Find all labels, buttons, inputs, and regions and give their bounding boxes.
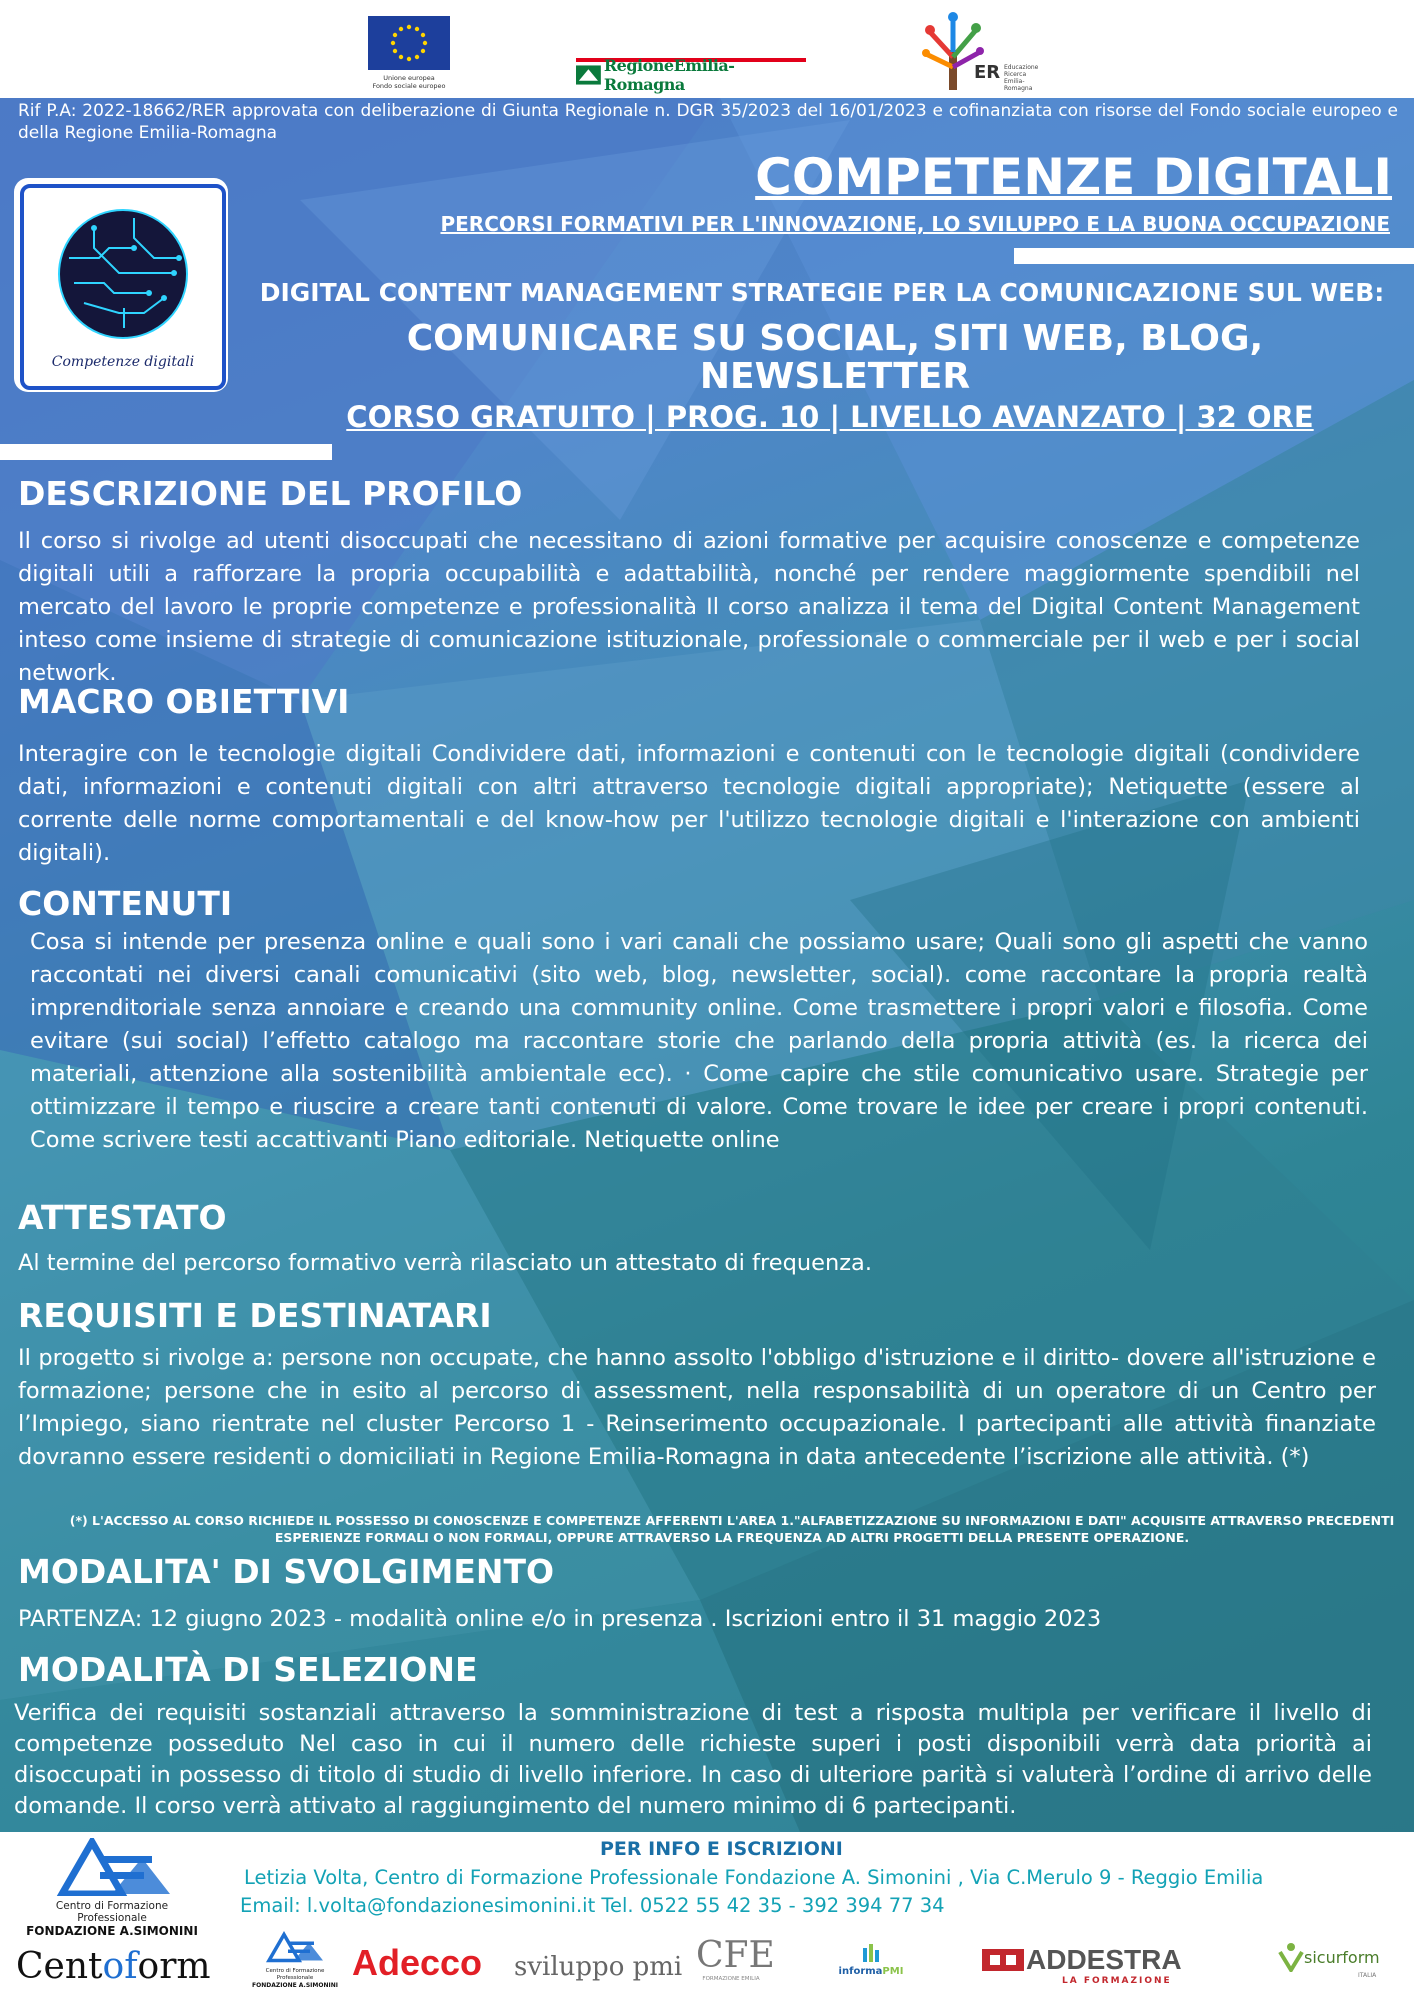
centoform-logo	[16, 1946, 211, 1987]
informa-text: informa	[838, 1966, 883, 1977]
simonini-caption-2: FONDAZIONE A.SIMONINI	[26, 1924, 198, 1938]
simonini-small-caption-1: Centro di Formazione Professionale	[265, 1968, 325, 1981]
addestra-logo	[982, 1944, 1202, 1986]
heading-svolgimento: MODALITA' DI SVOLGIMENTO	[18, 1552, 555, 1591]
addestra-caption: LA FORMAZIONE	[1062, 1976, 1172, 1986]
heading-descrizione: DESCRIZIONE DEL PROFILO	[18, 474, 523, 513]
er-caption-3: Emilia-Romagna	[1004, 78, 1033, 92]
sicurform-logo	[1278, 1942, 1388, 1979]
info-email-line[interactable]: Email: l.volta@fondazionesimonini.it Tel. 0522 55 42 35 - 392 394 77 34	[240, 1894, 945, 1917]
cfe-caption: FORMAZIONE EMILIA	[702, 1976, 760, 1982]
text-selezione: Verifica dei requisiti sostanziali attraverso la somministrazione di test a risposta multipla per verificare il livello di competenze posseduto Nel caso in cui il numero delle richieste superi i posti disponibili verrà data priorità ai disoccupati in possesso di titolo di studio di livello inferiore. In caso di ulteriore parità si valuterà l’ordine di arrivo delle domande. Il corso verrà attivato al raggiungimento del numero minimo di 6 partecipanti.	[14, 1700, 1372, 1819]
centoform-part-2: of	[102, 1946, 138, 1987]
eu-logo	[368, 16, 450, 90]
simonini-small-logo	[250, 1930, 340, 1992]
main-title: COMPETENZE DIGITALI	[755, 148, 1392, 206]
centoform-part-3: orm	[137, 1946, 211, 1987]
heading-requisiti: REQUISITI E DESTINATARI	[18, 1296, 492, 1335]
eu-caption-1: Unione europea	[383, 74, 435, 82]
funding-reference: Rif P.A: 2022-18662/RER approvata con deliberazione di Giunta Regionale n. DGR 35/2023 del 16/01/2023 e cofinanziata con risorse del Fondo sociale europeo e della Regione Emilia-Romagna	[18, 101, 1398, 143]
course-name: COMUNICARE SU SOCIAL, SITI WEB, BLOG, NEWSLETTER	[406, 318, 1264, 397]
course-heading: DIGITAL CONTENT MANAGEMENT STRATEGIE PER LA COMUNICAZIONE SUL WEB:	[259, 278, 1385, 307]
text-descrizione: Il corso si rivolge ad utenti disoccupati che necessitano di azioni formative per acquisire conoscenze e competenze digitali utili a rafforzare la propria occupabilità e adattabilità, nonché per rendere maggiormente spendibili nel mercato del lavoro le proprie competenze e professionalità Il corso analizza il tema del Digital Content Management inteso come insieme di strategie di comunicazione istituzionale, professionale o commerciale per il web e per i social network.	[18, 528, 1360, 686]
text-requisiti: Il progetto si rivolge a: persone non occupate, che hanno assolto l'obbligo d'istruzione e il diritto- dovere all'istruzione e formazione; persone che in esito al percorso di assessment, nella responsabilità di un operatore di un Centro per l’Impiego, siano rientrate nel cluster Percorso 1 - Reinserimento occupazionale. I partecipanti alle attività finanziate dovranno essere residenti o domiciliati in Regione Emilia-Romagna in data antecedente l’iscrizione alle attività. (*)	[18, 1345, 1376, 1470]
text-attestato: Al termine del percorso formativo verrà rilasciato un attestato di frequenza.	[18, 1250, 872, 1276]
er-mark: ER	[974, 62, 1001, 83]
simonini-logo	[22, 1838, 202, 1938]
accent-bar-right	[1014, 248, 1414, 264]
eu-flag-icon	[368, 16, 450, 70]
centoform-part-1: Cent	[16, 1946, 103, 1987]
info-title: PER INFO E ISCRIZIONI	[600, 1838, 843, 1860]
requisiti-footnote: (*) L'ACCESSO AL CORSO RICHIEDE IL POSSESSO DI CONOSCENZE E COMPETENZE AFFERENTI L'AREA 1."ALFABETIZZAZIONE SU INFORMAZIONI E DATI" ACQUISITE ATTRAVERSO PRECEDENTI ESPERIENZE FORMALI O NON FORMALI, OPPURE ATTRAVERSO LA FREQUENZA AD ALTRI PROGETTI DELLA PRESENTE OPERAZIONE.	[69, 1513, 1395, 1545]
addestra-mark-icon	[982, 1945, 1024, 1975]
course-meta: CORSO GRATUITO | PROG. 10 | LIVELLO AVANZATO | 32 ORE	[346, 400, 1314, 434]
accent-bar-left	[0, 444, 332, 460]
eu-caption-2: Fondo sociale europeo	[372, 82, 446, 90]
regione-mark-icon	[576, 65, 601, 85]
informa-mark-icon	[861, 1944, 881, 1962]
simonini-mark-icon	[52, 1838, 172, 1896]
badge-label: Competenze digitali	[51, 354, 195, 370]
sicurform-person-icon	[1278, 1942, 1304, 1972]
sicurform-name: sicurform	[1304, 1947, 1380, 1967]
informa-pmi-logo	[836, 1944, 906, 1978]
info-contact-line: Letizia Volta, Centro di Formazione Professionale Fondazione A. Simonini , Via C.Merulo 9 - Reggio Emilia	[244, 1866, 1264, 1889]
er-caption-2: Ricerca	[1004, 71, 1027, 78]
text-obiettivi: Interagire con le tecnologie digitali Condividere dati, informazioni e contenuti con le tecnologie digitali (condividere dati, informazioni e contenuti digitali con altri attraverso tecnologie digitali appropriate); Netiquette (essere al corrente delle norme comportamentali e del know-how per l'utilizzo tecnologie digitali e l'interazione con ambienti digitali).	[18, 741, 1360, 866]
heading-obiettivi: MACRO OBIETTIVI	[18, 682, 350, 721]
text-contenuti: Cosa si intende per presenza online e quali sono i vari canali che possiamo usare; Quali sono gli aspetti che vanno raccontati nei diversi canali comunicativi (sito web, blog, newsletter, social). come raccontare la propria realtà imprenditoriale senza annoiare e creando una community online. Come trasmettere i propri valori e filosofia. Come evitare (sui social) l’effetto catalogo ma raccontare storie che parlando della propria attività (es. la ricerca dei materiali, attenzione alla sostenibilità ambientale ecc). · Come capire che stile comunicativo usare. Strategie per ottimizzare il tempo e riuscire a creare tanti contenuti di valore. Come trovare le idee per creare i propri contenuti. Come scrivere testi accattivanti Piano editoriale. Netiquette online	[30, 929, 1368, 1153]
simonini-small-caption-2: FONDAZIONE A.SIMONINI	[252, 1982, 338, 1989]
adecco-logo: Adecco	[352, 1942, 483, 1983]
main-subtitle: PERCORSI FORMATIVI PER L'INNOVAZIONE, LO SVILUPPO E LA BUONA OCCUPAZIONE	[440, 212, 1390, 236]
simonini-small-mark-icon	[264, 1930, 324, 1964]
competenze-digitali-badge	[14, 178, 228, 392]
text-svolgimento: PARTENZA: 12 giugno 2023 - modalità online e/o in presenza . Iscrizioni entro il 31 maggio 2023	[18, 1606, 1102, 1632]
regione-name: RegioneEmilia-Romagna	[603, 56, 735, 94]
cfe-mark: CFE	[696, 1935, 775, 1976]
cfe-logo	[696, 1935, 775, 1982]
er-logo	[918, 12, 1038, 94]
er-caption-1: Educazione	[1004, 64, 1039, 71]
sicurform-caption: ITALIA	[1358, 1972, 1377, 1979]
heading-selezione: MODALITÀ DI SELEZIONE	[18, 1650, 478, 1689]
heading-contenuti: CONTENUTI	[18, 884, 233, 923]
informa-pmi-text: PMI	[882, 1966, 904, 1977]
regione-logo	[576, 56, 806, 94]
addestra-name: ADDESTRA	[1026, 1944, 1182, 1975]
simonini-caption-1: Centro di Formazione Professionale	[55, 1900, 169, 1924]
heading-attestato: ATTESTATO	[18, 1198, 227, 1237]
sviluppo-pmi-logo: sviluppo pmi	[514, 1952, 683, 1982]
